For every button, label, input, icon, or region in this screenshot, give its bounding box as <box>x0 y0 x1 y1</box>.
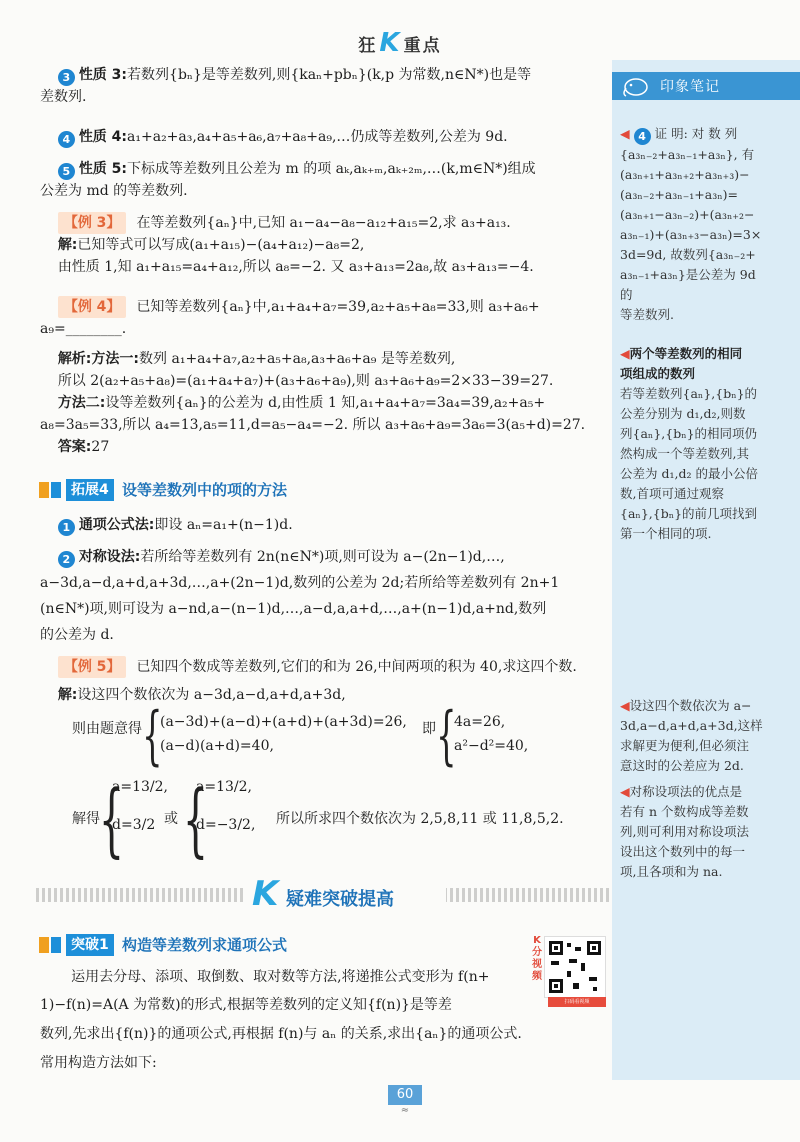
example-5: 【 例 5 】 已知四个数成等差数列,它们的和为 26,中间两项的积为 40,求这四个数. 解:设这四个数依次为 a−3d,a−d,a+d,a+3d, <box>40 656 612 706</box>
page-ornament: ≈ <box>400 1105 410 1116</box>
example-5-label: 【 例 5 】 <box>58 656 127 678</box>
running-header: 狂K 重点 <box>358 28 442 58</box>
breakthrough-1-body: 运用去分母、添项、取倒数、取对数等方法,将递推公式变形为 f(n+ <box>71 969 490 985</box>
ex5-solution-2: a=13/2, d=−3/2, <box>196 779 256 833</box>
elephant-icon <box>622 74 652 98</box>
ex5-equations-2: 4a=26, a²−d²=40, <box>454 714 529 754</box>
sidebar-note-two-sequences: ◀两个等差数列的相同 项组成的数列 若等差数列{aₙ},{bₙ}的 公差分别为 d₁,d₂,则数 列{aₙ},{bₙ}的相同项仍 然构成一个等差数列,其 公差为 d₁,d₂ 的最小公倍 数,首项可通过观察 {aₙ},{bₙ}的前几项找到 第一个相同的项. <box>620 346 758 541</box>
sidebar-header <box>612 72 800 100</box>
triangle-icon: ◀ <box>620 698 630 713</box>
ex5-solution-1: a=13/2, d=3/2 <box>112 779 168 833</box>
triangle-icon: ◀ <box>620 346 630 361</box>
property-4: 4 性质 4:a₁+a₂+a₃,a₄+a₅+a₆,a₇+a₈+a₉,…仍成等差数列,公差为 9d. <box>40 126 612 148</box>
breakthrough-tag: 突破1 <box>66 934 114 956</box>
example-3-label: 【 例 3 】 <box>58 212 127 234</box>
brace: { <box>142 699 163 773</box>
banner-title: 疑难突破提高 <box>286 889 394 910</box>
example-4-label: 【 例 4 】 <box>58 296 127 318</box>
extension-tag: 拓展4 <box>66 479 114 501</box>
qr-tag: 扫码看视频 <box>548 997 606 1007</box>
qr-code[interactable] <box>544 936 606 998</box>
book-icon <box>38 935 62 955</box>
breakthrough-1-header <box>38 932 528 958</box>
extension-4-header <box>38 477 612 503</box>
book-icon <box>38 480 62 500</box>
triangle-icon: ◀ <box>620 784 630 799</box>
sidebar-note-ex5: ◀设这四个数依次为 a− 3d,a−d,a+d,a+3d,这样 求解更为便利,但必须注 意这时的公差应为 2d. <box>620 698 763 773</box>
ex5-equations-1: (a−3d)+(a−d)+(a+d)+(a+3d)=26, (a−d)(a+d)=40, <box>160 714 407 754</box>
triangle-icon: ◀ <box>620 126 630 141</box>
brace: { <box>98 773 125 866</box>
breakthrough-1-body-2: 1)−f(n)=A(A 为常数)的形式,根据等差数列的定义知{f(n)}是等差 数列,先求出{f(n)}的通项公式,再根据 f(n)与 aₙ 的关系,求出{aₙ}的通项公式. 常用构造方法如下: <box>40 997 522 1071</box>
breakthrough-title: 构造等差数列求通项公式 <box>122 936 288 954</box>
sidebar-title: 印象笔记 <box>660 79 720 95</box>
brace: { <box>436 699 457 773</box>
sidebar-note-symmetric: ◀对称设项法的优点是 若有 n 个数构成等差数 列,则可利用对称设项法 设出这个数列中的每一 项,且各项和为 na. <box>620 784 749 879</box>
brace: { <box>182 773 209 866</box>
sidebar-note-4: ◀ 4 证 明: 对 数 列 {a₃ₙ₋₂+a₃ₙ₋₁+a₃ₙ}, 有 (a₃ₙ₊₁+a₃ₙ₊₂+a₃ₙ₊₃)− (a₃ₙ₋₂+a₃ₙ₋₁+a₃ₙ)= (a₃ₙ₊₁−a₃ₙ₋₂)+(a₃ₙ₊₂− a₃ₙ₋₁)+(a₃ₙ₊₃−a₃ₙ)=3× 3d=9d, 故数列{a₃ₙ₋₂+ a₃ₙ₋₁+a₃ₙ}是公差为 9d 的 等差数列. <box>620 126 762 322</box>
qr-video-label: K分视频 <box>532 935 542 982</box>
extension-4-body: 1 通项公式法:即设 aₙ=a₁+(n−1)d. 2 对称设法:若所给等差数列有 2n(n∈N*)项,则可设为 a−(2n−1)d,…, a−3d,a−d,a+d,a+3d,…,a+(2n−1)d,数列的公差为 2d;若所给等差数列有 2n+1 (n∈N*)项,则可设为 a−nd,a−(n−1)d,…,a−d,a,a+d,…,a+(n−1)d,a+nd,数列 的公差为 d. <box>40 517 560 643</box>
banner <box>246 876 446 916</box>
k-logo: K <box>252 874 279 914</box>
k-logo: K <box>379 28 402 58</box>
example-3: 【 例 3 】 在等差数列{aₙ}中,已知 a₁−a₄−a₈−a₁₂+a₁₅=2,求 a₃+a₁₃. 解:已知等式可以写成(a₁+a₁₅)−(a₄+a₁₂)−a₈=2, 由性质 1,知 a₁+a₁₅=a₄+a₁₂,所以 a₈=−2. 又 a₃+a₁₃=2a₈,故 a₃+a₁₃=−4. <box>40 212 612 278</box>
page-number: 60 <box>388 1085 422 1105</box>
example-4: 【 例 4 】 已知等差数列{aₙ}中,a₁+a₄+a₇=39,a₂+a₅+a₈=33,则 a₃+a₆+ a₉=________. 解析:方法一:数列 a₁+a₄+a₇,a₂+a₅+a₈,a₃+a₆+a₉ 是等差数列, 所以 2(a₂+a₅+a₈)=(a₁+a₄+a₇)+(a₃+a₆+a₉),则 a₃+a₆+a₉=2×33−39=27. 方法二:设等差数列{aₙ}的公差为 d,由性质 1 知,a₁+a₄+a₇=3a₄=39,a₂+a₅+ a₈=3a₅=33,所以 a₄=13,a₅=11,d=a₅−a₄=−2. 所以 a₃+a₆+a₉=3a₆=3(a₅+d)=27. 答案:27 <box>40 296 612 458</box>
ex5-system-1: 则由题意得 <box>72 721 142 737</box>
property-3: 3 性质 3:若数列{bₙ}是等差数列,则{kaₙ+pbₙ}(k,p 为常数,n∈N*)也是等 差数列. <box>40 67 532 105</box>
property-5: 5 性质 5:下标成等差数列且公差为 m 的项 aₖ,aₖ₊ₘ,aₖ₊₂ₘ,…(k,m∈N*)组成 公差为 md 的等差数列. <box>40 161 536 199</box>
extension-title: 设等差数列中的项的方法 <box>122 481 288 499</box>
